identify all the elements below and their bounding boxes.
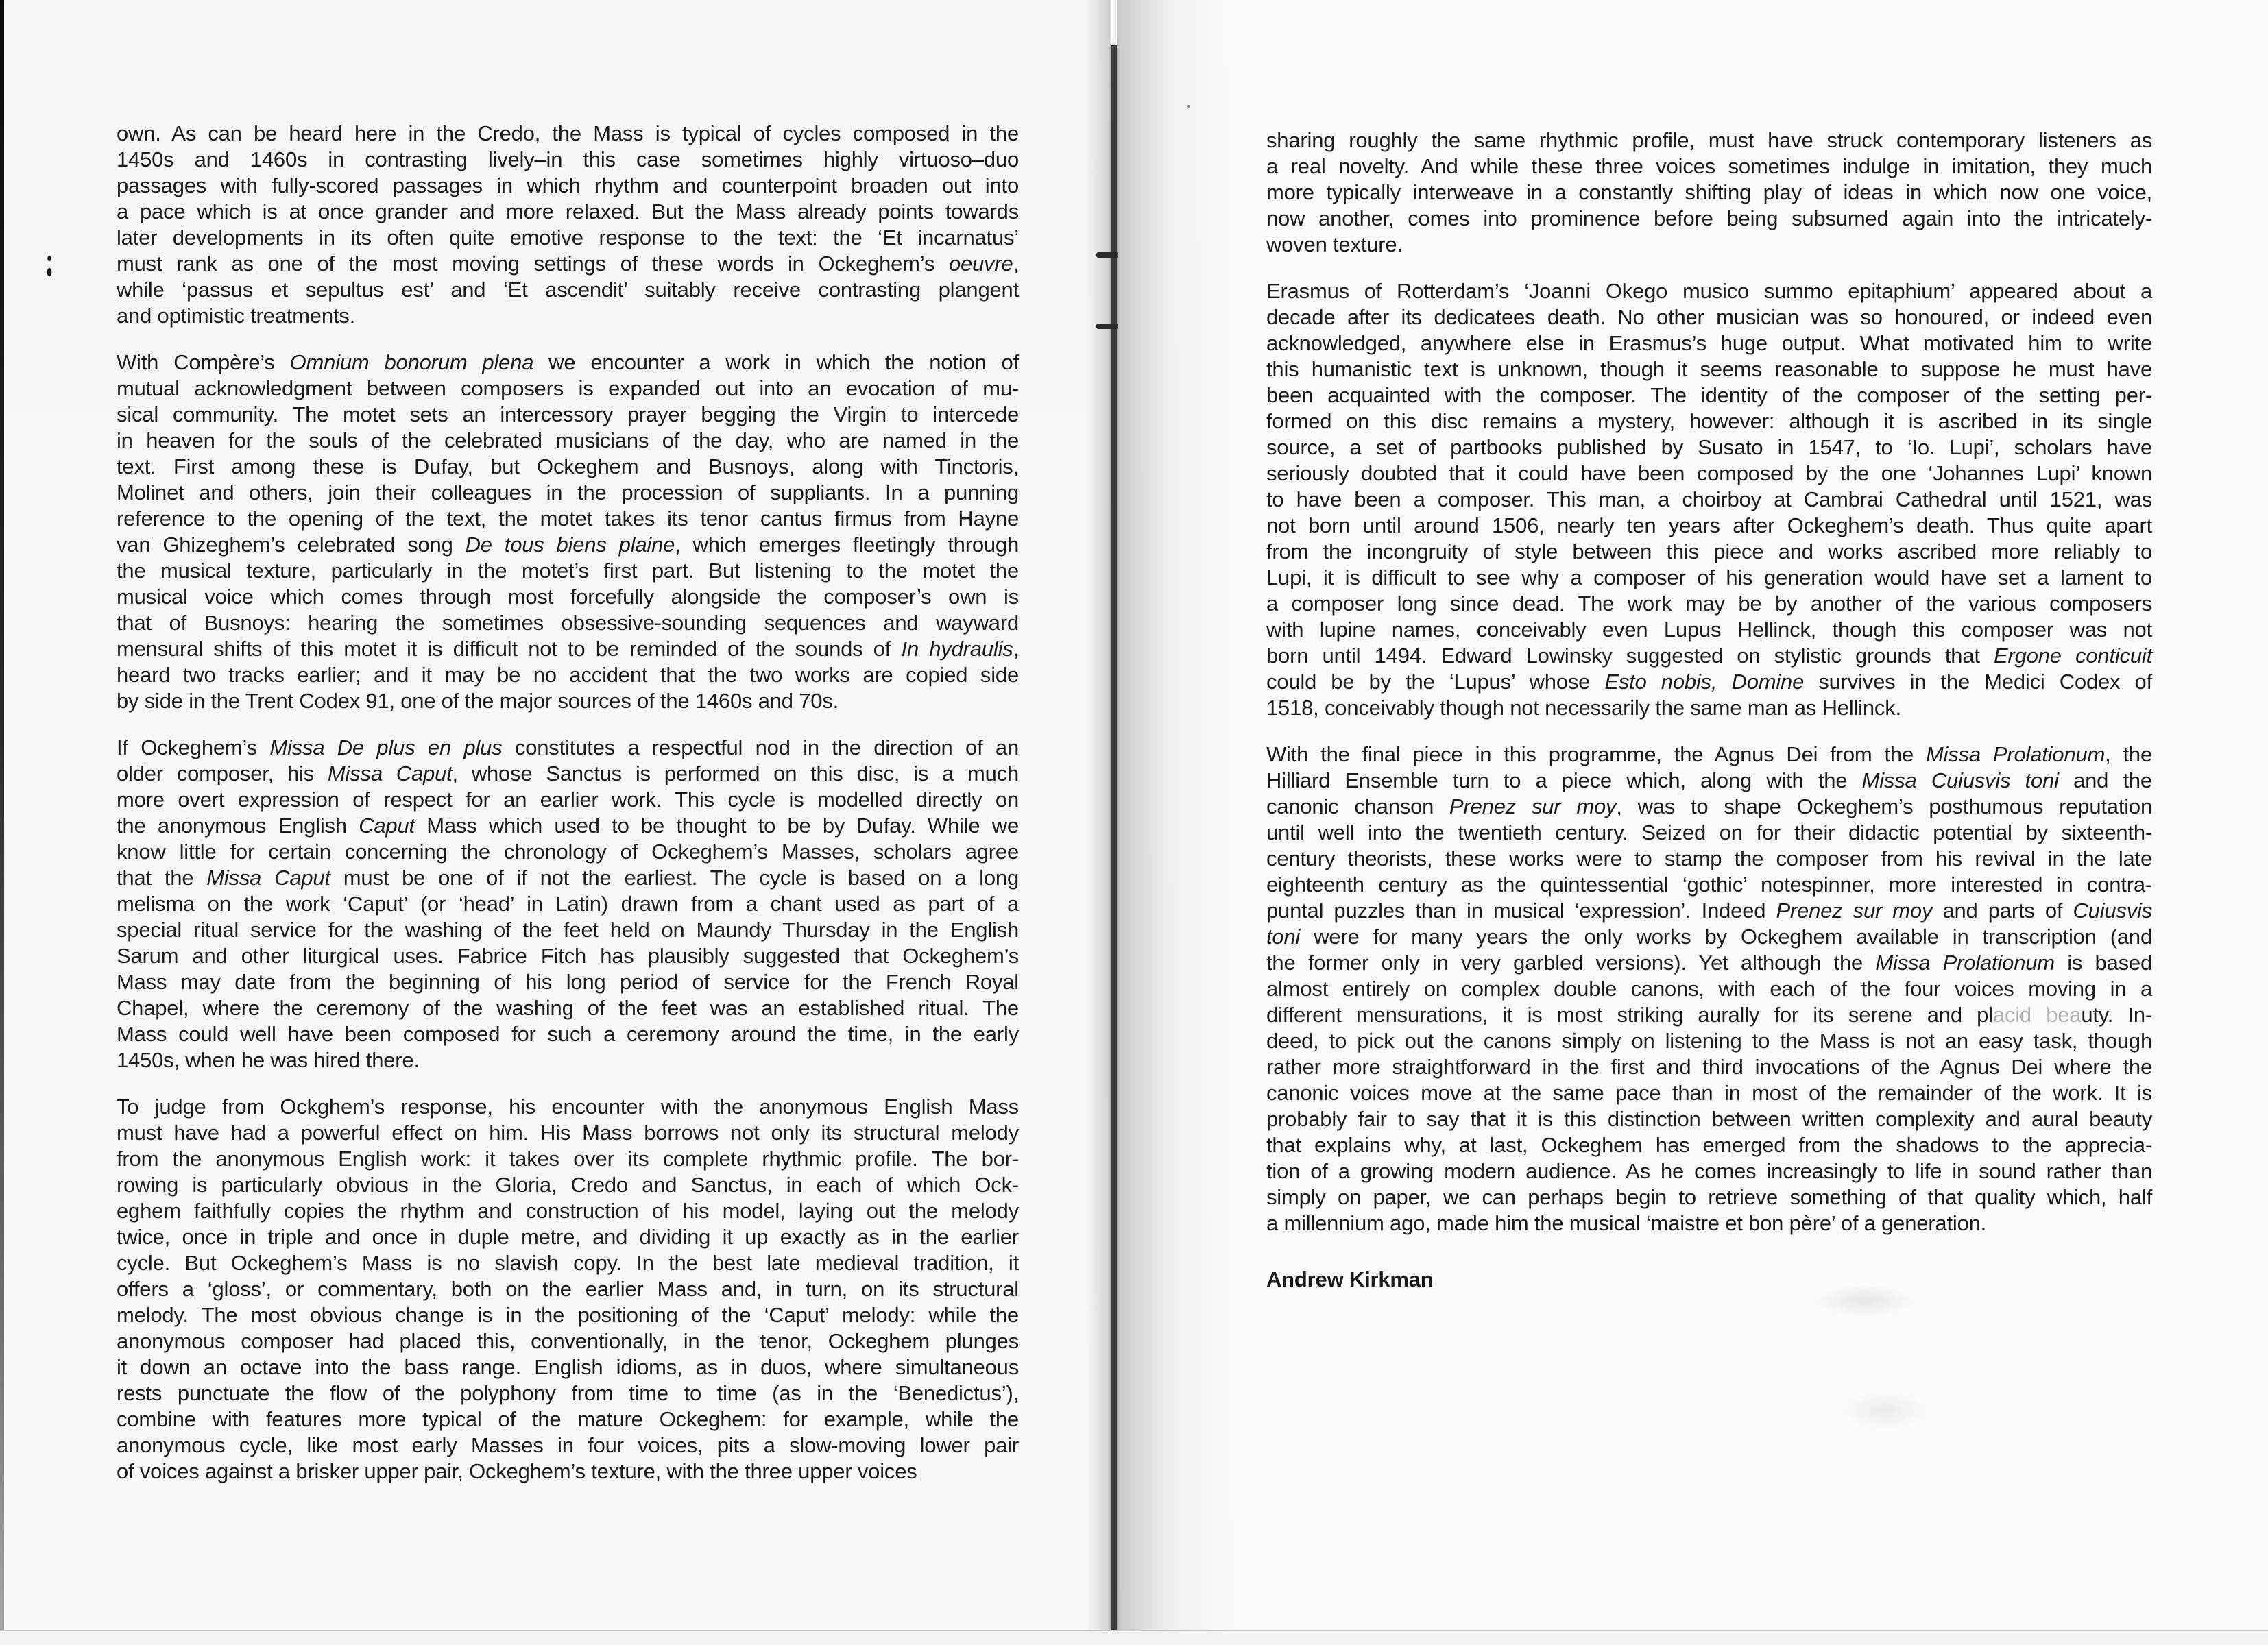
text-line: the musical texture, particularly in the motet’s first part. But listening to the motet the xyxy=(117,559,1019,583)
paragraph xyxy=(1266,127,2152,258)
text-line: and optimistic treatments. xyxy=(117,304,356,328)
text-line: must rank as one of the most moving settings of these words in Ockeghem’s oeuvre, xyxy=(117,252,1019,276)
ink-mark xyxy=(44,254,55,280)
text-line: that of Busnoys: hearing the sometimes obsessive-sounding sequences and wayward xyxy=(117,611,1019,635)
text-line: born until 1494. Edward Lowinsky suggested on stylistic grounds that Ergone conticuit xyxy=(1266,644,2152,668)
text-line: with lupine names, conceivably even Lupus Hellinck, though this composer was not xyxy=(1266,618,2152,642)
text-line: more typically interweave in a constantly shifting play of ideas in which now one voice, xyxy=(1266,180,2152,204)
text-line: later developments in its often quite emotive response to the text: the ‘Et incarnatus’ xyxy=(117,226,1019,249)
text-line: melody. The most obvious change is in the positioning of the ‘Caput’ melody: while the xyxy=(117,1303,1019,1327)
text-line: tion of a growing modern audience. As he comes increasingly to life in sound rather than xyxy=(1266,1159,2152,1183)
text-line: Molinet and others, join their colleagues in the procession of suppliants. In a punning xyxy=(117,480,1019,504)
text-line: Lupi, it is difficult to see why a composer of his generation would have set a lament to xyxy=(1266,565,2152,589)
dust-speck xyxy=(1187,105,1190,108)
text-line: it down an octave into the bass range. English idioms, as in duos, where simultaneous xyxy=(117,1355,1019,1379)
text-line: To judge from Ockghem’s response, his encounter with the anonymous English Mass xyxy=(117,1095,1019,1119)
text-line: been acquainted with the composer. The identity of the composer of the setting per- xyxy=(1266,383,2152,407)
text-line: van Ghizeghem’s celebrated song De tous biens plaine, which emerges fleetingly through xyxy=(117,533,1019,557)
text-line: could be by the ‘Lupus’ whose Esto nobis, Domine survives in the Medici Codex of xyxy=(1266,670,2152,694)
text-line: probably fair to say that it is this distinction between written complexity and aural beauty xyxy=(1266,1107,2152,1131)
text-line: of voices against a brisker upper pair, Ockeghem’s texture, with the three upper voices xyxy=(117,1459,917,1483)
text-line: anonymous cycle, like most early Masses in four voices, pits a slow-moving lower pair xyxy=(117,1433,1019,1457)
text-line: mensural shifts of this motet it is difficult not to be reminded of the sounds of In hydraulis, xyxy=(117,637,1019,661)
text-line: rests punctuate the flow of the polyphony from time to time (as in the ‘Benedictus’), xyxy=(117,1381,1019,1405)
text-line: offers a ‘gloss’, or commentary, both on the earlier Mass and, in turn, on its structural xyxy=(117,1277,1019,1301)
signature-block xyxy=(1266,1258,2152,1293)
text-line: from the anonymous English work: it takes over its complete rhythmic profile. The bor- xyxy=(117,1147,1019,1171)
text-line: by side in the Trent Codex 91, one of the major sources of the 1460s and 70s. xyxy=(117,689,839,713)
text-line: text. First among these is Dufay, but Ockeghem and Busnoys, along with Tinctoris, xyxy=(117,454,1019,478)
text-line: the anonymous English Caput Mass which used to be thought to be by Dufay. While we xyxy=(117,814,1019,838)
text-line: this humanistic text is unknown, though it seems reasonable to suppose he must have xyxy=(1266,357,2152,381)
text-line: a real novelty. And while these three voices sometimes indulge in imitation, they much xyxy=(1266,154,2152,178)
text-line: 1450s, when he was hired there. xyxy=(117,1048,420,1072)
text-line: eghem faithfully copies the rhythm and construction of his model, laying out the melody xyxy=(117,1199,1019,1223)
text-line: canonic chanson Prenez sur moy, was to shape Ockeghem’s posthumous reputation xyxy=(1266,794,2152,818)
text-line: not born until around 1506, nearly ten years after Ockeghem’s death. Thus quite apart xyxy=(1266,513,2152,537)
right-page-text xyxy=(1266,127,2152,1257)
text-line: anonymous composer had placed this, conventionally, in the tenor, Ockeghem plunges xyxy=(117,1329,1019,1353)
text-line: If Ockeghem’s Missa De plus en plus constitutes a respectful nod in the direction of an xyxy=(117,735,1019,759)
paragraph xyxy=(117,1094,1019,1485)
text-line: puntal puzzles than in musical ‘expression’. Indeed Prenez sur moy and parts of Cuiusvis xyxy=(1266,899,2153,923)
text-line: from the incongruity of style between this piece and works ascribed more reliably to xyxy=(1266,539,2152,563)
text-line: different mensurations, it is most striking aurally for its serene and placid beauty. In- xyxy=(1266,1003,2153,1027)
text-line: that explains why, at last, Ockeghem has emerged from the shadows to the apprecia- xyxy=(1266,1133,2152,1157)
scan-left-edge xyxy=(0,0,4,1645)
text-line: older composer, his Missa Caput, whose Sanctus is performed on this disc, is a much xyxy=(117,761,1019,785)
author-signature: Andrew Kirkman xyxy=(1266,1267,1434,1291)
text-line: in heaven for the souls of the celebrated musicians of the day, who are named in the xyxy=(117,428,1019,452)
text-line: passages with fully-scored passages in which rhythm and counterpoint broaden out into xyxy=(117,173,1019,197)
text-line: while ‘passus et sepultus est’ and ‘Et ascendit’ suitably receive contrasting plangent xyxy=(117,278,1019,302)
text-line: must have had a powerful effect on him. His Mass borrows not only its structural melody xyxy=(117,1121,1019,1145)
text-line: a millennium ago, made him the musical ‘maistre et bon père’ of a generation. xyxy=(1266,1211,1987,1235)
pencil-smudge xyxy=(1844,1391,1927,1429)
text-line: musical voice which comes through most forcefully alongside the composer’s own is xyxy=(117,585,1019,609)
left-page-text xyxy=(117,121,1019,1505)
text-line: toni were for many years the only works by Ockeghem available in transcription (and xyxy=(1266,925,2152,949)
text-line: a pace which is at once grander and more relaxed. But the Mass already points towards xyxy=(117,199,1019,223)
text-line: 1518, conceivably though not necessarily the same man as Hellinck. xyxy=(1266,696,1901,720)
text-line: own. As can be heard here in the Credo, the Mass is typical of cycles composed in the xyxy=(117,121,1019,145)
text-line: Erasmus of Rotterdam’s ‘Joanni Okego musico summo epitaphium’ appeared about a xyxy=(1266,279,2152,303)
text-line: almost entirely on complex double canons, with each of the four voices moving in a xyxy=(1266,977,2152,1001)
text-line: rather more straightforward in the first and third invocations of the Agnus Dei where the xyxy=(1266,1055,2152,1079)
gutter-shadow-right xyxy=(1117,0,1233,1630)
text-line: formed on this disc remains a mystery, however: although it is ascribed in its single xyxy=(1266,409,2152,433)
text-line: source, a set of partbooks published by Susato in 1547, to ‘Io. Lupi’, scholars have xyxy=(1266,435,2152,459)
text-line: Mass may date from the beginning of his long period of service for the French Royal xyxy=(117,970,1019,994)
text-line: until well into the twentieth century. Seized on for their didactic potential by sixteenth- xyxy=(1266,820,2152,844)
text-line: rowing is particularly obvious in the Gloria, Credo and Sanctus, in each of which Ock- xyxy=(117,1173,1019,1197)
paragraph xyxy=(117,350,1019,714)
scan-bottom-edge xyxy=(0,1630,2268,1645)
text-line: century theorists, these works were to stamp the composer from his revival in the late xyxy=(1266,846,2152,870)
text-line: seriously doubted that it could have been composed by the one ‘Johannes Lupi’ known xyxy=(1266,461,2152,485)
staple-top-icon xyxy=(1096,252,1118,258)
staple-bottom-icon xyxy=(1096,324,1118,329)
text-line: With the final piece in this programme, the Agnus Dei from the Missa Prolationum, the xyxy=(1266,742,2153,766)
text-line: the former only in very garbled versions). Yet although the Missa Prolationum is based xyxy=(1266,951,2153,975)
text-line: Mass could well have been composed for such a ceremony around the time, in the early xyxy=(117,1022,1019,1046)
text-line: 1450s and 1460s in contrasting lively–in this case sometimes highly virtuoso–duo xyxy=(117,147,1019,171)
text-line: know little for certain concerning the chronology of Ockeghem’s Masses, scholars agree xyxy=(117,840,1019,864)
gutter-shadow-left xyxy=(1085,0,1111,1630)
paragraph xyxy=(117,735,1019,1073)
text-line: Hilliard Ensemble turn to a piece which, along with the Missa Cuiusvis toni and the xyxy=(1266,768,2152,792)
text-line: Chapel, where the ceremony of the washing of the feet was an established ritual. The xyxy=(117,996,1019,1020)
text-line: heard two tracks earlier; and it may be no accident that the two works are copied side xyxy=(117,663,1019,687)
paragraph xyxy=(117,121,1019,329)
text-line: sical community. The motet sets an intercessory prayer begging the Virgin to intercede xyxy=(117,402,1019,426)
text-line: reference to the opening of the text, the motet takes its tenor cantus firmus from Hayne xyxy=(117,507,1019,531)
text-line: that the Missa Caput must be one of if not the earliest. The cycle is based on a long xyxy=(117,866,1019,890)
text-line: simply on paper, we can perhaps begin to retrieve something of that quality which, half xyxy=(1266,1185,2152,1209)
text-line: combine with features more typical of the mature Ockeghem: for example, while the xyxy=(117,1407,1019,1431)
text-line: eighteenth century as the quintessential ‘gothic’ notespinner, more interested in contra- xyxy=(1266,873,2152,897)
text-line: mutual acknowledgment between composers is expanded out into an evocation of mu- xyxy=(117,376,1019,400)
text-line: deed, to pick out the canons simply on listening to the Mass is not an easy task, though xyxy=(1266,1029,2152,1053)
text-line: decade after its dedicatees death. No other musician was so honoured, or indeed even xyxy=(1266,305,2152,329)
text-line: canonic voices move at the same pace than in most of the remainder of the work. It is xyxy=(1266,1081,2152,1105)
text-line: more overt expression of respect for an earlier work. This cycle is modelled directly on xyxy=(117,788,1019,812)
text-line: acknowledged, anywhere else in Erasmus’s huge output. What motivated him to write xyxy=(1266,331,2152,355)
text-line: woven texture. xyxy=(1266,232,1403,256)
text-line: a composer long since dead. The work may be by another of the various composers xyxy=(1266,592,2152,616)
gutter-fold-line xyxy=(1111,45,1117,1630)
text-line: to have been a composer. This man, a choirboy at Cambrai Cathedral until 1521, was xyxy=(1266,487,2152,511)
text-line: With Compère’s Omnium bonorum plena we encounter a work in which the notion of xyxy=(117,350,1019,374)
text-line: twice, once in triple and once in duple metre, and dividing it up exactly as in the earlier xyxy=(117,1225,1019,1249)
text-line: Sarum and other liturgical uses. Fabrice Fitch has plausibly suggested that Ockeghem’s xyxy=(117,944,1019,968)
text-line: special ritual service for the washing of the feet held on Maundy Thursday in the English xyxy=(117,918,1019,942)
text-line: sharing roughly the same rhythmic profile, must have struck contemporary listeners as xyxy=(1266,128,2152,152)
text-line: now another, comes into prominence before being subsumed again into the intricately- xyxy=(1266,206,2152,230)
paragraph xyxy=(1266,278,2152,721)
text-line: melisma on the work ‘Caput’ (or ‘head’ in Latin) drawn from a chant used as part of a xyxy=(117,892,1019,916)
text-line: cycle. But Ockeghem’s Mass is no slavish copy. In the best late medieval tradition, it xyxy=(117,1251,1019,1275)
paragraph xyxy=(1266,742,2152,1236)
